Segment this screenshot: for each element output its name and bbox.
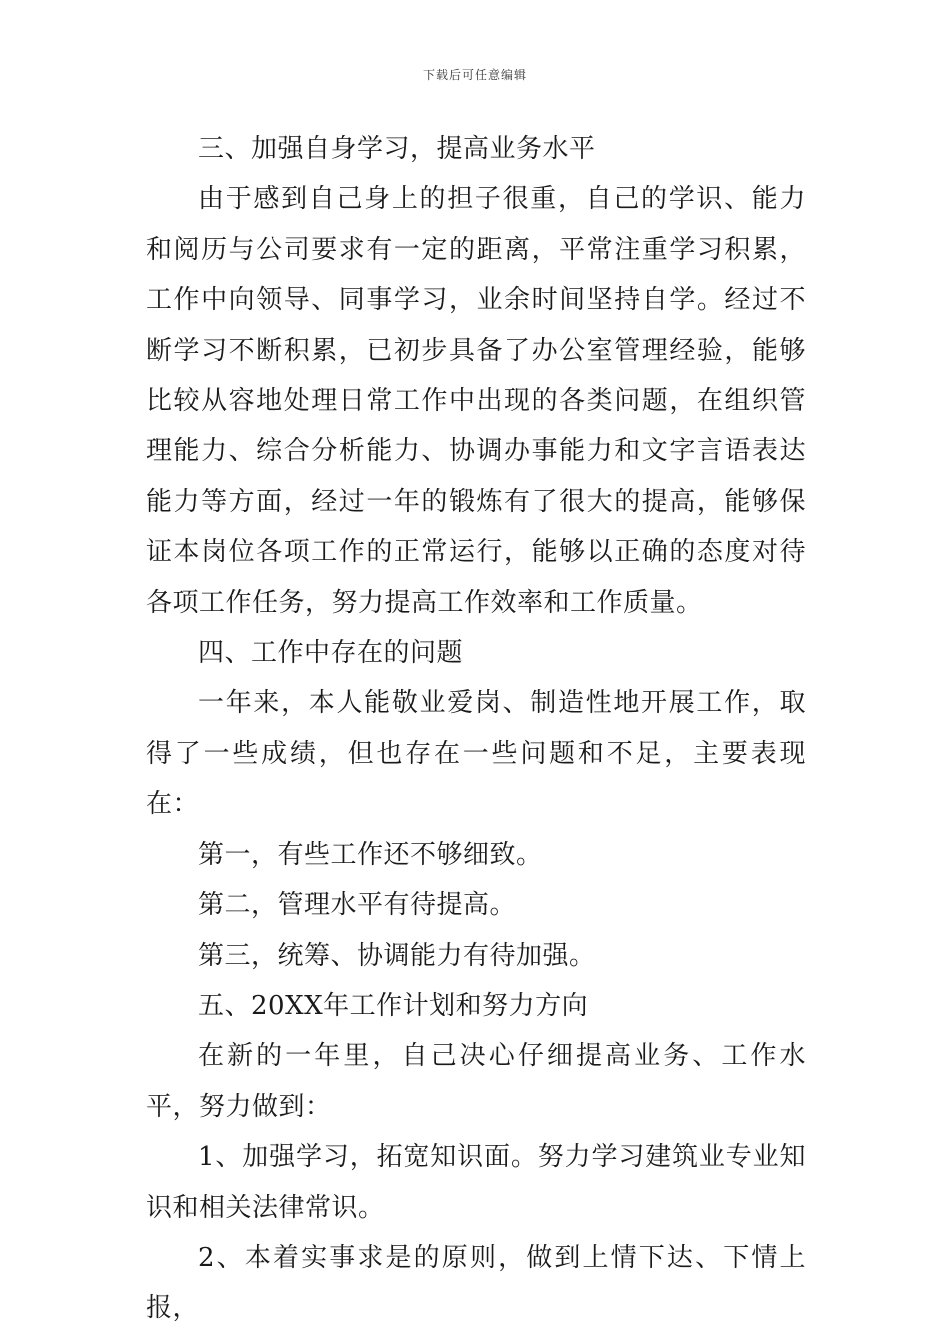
- list-item-plan-2: 2、本着实事求是的原则，做到上情下达、下情上报，: [146, 1242, 806, 1324]
- list-item-problem-1: 第一，有些工作还不够细致。: [198, 839, 543, 870]
- list-item-problem-3: 第三，统筹、协调能力有待加强。: [198, 940, 596, 971]
- list-item-plan-1: 1、加强学习，拓宽知识面。努力学习建筑业专业知识和相关法律常识。: [146, 1142, 806, 1223]
- paragraph-study: 由于感到自己身上的担子很重，自己的学识、能力和阅历与公司要求有一定的距离，平常注重学习积累，工作中向领导、同事学习，业余时间坚持自学。经过不断学习不断积累，已初步具备了办公室管理经验，能够比较从容地处理日常工作中出现的各类问题，在组织管理能力、综合分析能力、协调办事能力和文字言语表达能力等方面，经过一年的锻炼有了很大的提高，能够保证本岗位各项工作的正常运行，能够以正确的态度对待各项工作任务，努力提高工作效率和工作质量。: [146, 184, 806, 618]
- section-heading-5: 五、20XX年工作计划和努力方向: [198, 990, 589, 1021]
- page-header: 下载后可任意编辑: [422, 68, 527, 82]
- paragraph-plan-intro: 在新的一年里，自己决心仔细提高业务、工作水平，努力做到：: [146, 1041, 806, 1122]
- section-heading-3: 三、加强自身学习，提高业务水平: [198, 134, 596, 164]
- paragraph-problems-intro: 一年来，本人能敬业爱岗、制造性地开展工作，取得了一些成绩，但也存在一些问题和不足，主要表现在：: [146, 688, 806, 820]
- section-heading-4: 四、工作中存在的问题: [198, 638, 464, 669]
- list-item-problem-2: 第二，管理水平有待提高。: [198, 890, 517, 921]
- document-body: [146, 124, 806, 1334]
